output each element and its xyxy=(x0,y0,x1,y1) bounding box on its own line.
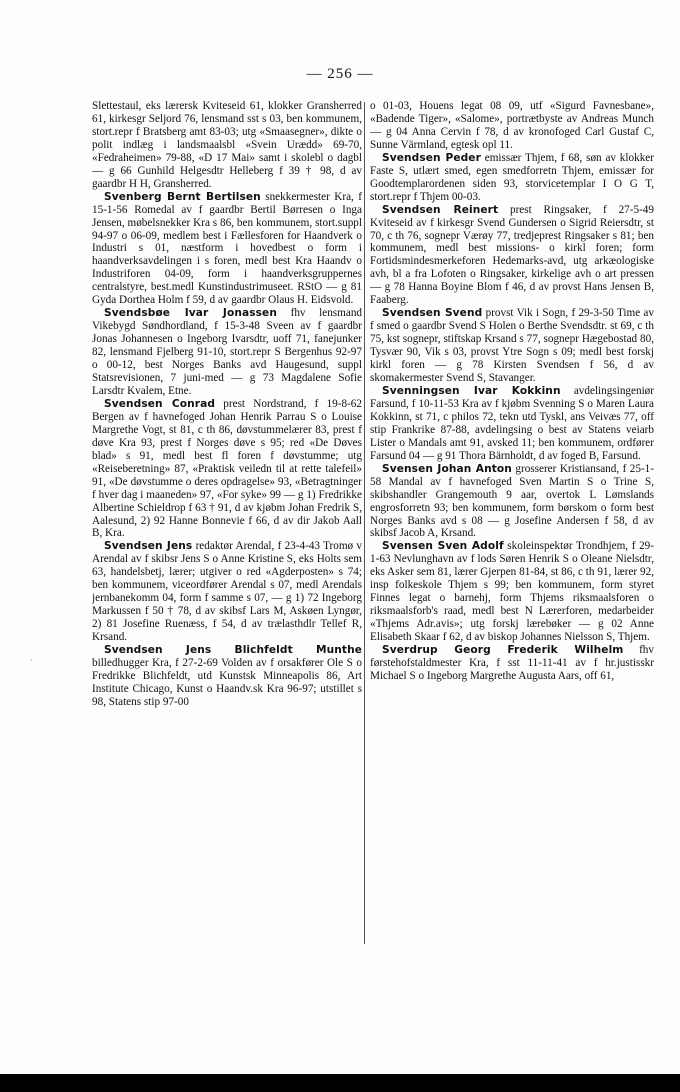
entry-text: fhv lensmand Vikebygd Søndhordland, f 15-3-48 Sveen av f gaardbr Jonas Johannesen o Ingeborg Ivarsdtr, uoff 71, fanejunker 82, lensmand Fjelberg 91-10, stort.repr S Bergenhus 92-97 o 00-12, best Norges Banks avd Haugesund, suppl Statsrevisionen, 7 juni-med — g 73 Magdalene Sofie Larsdtr Kvalem, Etne. xyxy=(92,307,362,397)
scan-speck: · xyxy=(30,656,33,665)
entry-name: Svendsen Peder xyxy=(382,151,481,164)
entry-name: Svendsen Conrad xyxy=(104,397,216,410)
left-column xyxy=(92,100,362,709)
entry-name: Svenningsen Ivar Kokkinn xyxy=(382,384,561,397)
entry-svendsen-peder xyxy=(370,152,654,204)
entry-svenningsen-ivar-kokkinn xyxy=(370,385,654,463)
entry-name: Svenberg Bernt Bertilsen xyxy=(104,190,261,203)
entry-text: fhv førstehofstaldmester Kra, f sst 11-11-41 av f hr.justisskr Michael S o Ingeborg Margrethe Augusta Aars, off 61, xyxy=(370,644,654,682)
entry-text: grosserer Kristiansand, f 25-1-58 Mandal av f havnefoged Sven Martin S o Trine S, skibshandler Grangemouth 9 aar, overtok L Lømslands engrosforretn 93; ben kommunem, form børskom o form best Norges Banks avd s 08 — g Josefine Andersen f 58, d av skibsf Jacob A, Krsand. xyxy=(370,462,654,540)
entry-svendsen-svend xyxy=(370,307,654,385)
entry-svenberg-bernt-bertilsen xyxy=(92,191,362,308)
entry-name: Svendsen Svend xyxy=(382,307,483,320)
entry-name: Sverdrup Georg Frederik Wilhelm xyxy=(382,644,624,657)
column-divider xyxy=(364,102,365,944)
entry-text: o 01-03, Houens legat 08 09, utf «Sigurd Favnesbane», «Badende Tiger», «Salome», portrætbyste av Andreas Munch — g 04 Anna Cervin f 78, d av kronofoged Carl Gustaf C, Sunne Värmland, egtesk opl 11. xyxy=(370,100,654,151)
entry-name: Svendsen Jens xyxy=(104,540,193,553)
entry-text: avdelingsingeniør Farsund, f 10-11-53 Kra av f kjøbm Svenning S o Maren Laura Kokkinn, st 71, c philos 72, tekn utd Tyskl, ans Veivæs 77, off stip Frankrike 87-88, avdelingsing o best av Statens veiarb Lister o Mandals amt 91, avsked 11; ben kommunem, ordfører Farsund 04 — g 91 Thora Bärnholdt, d av foged B, Farsund. xyxy=(370,384,654,462)
entry-svendsen-reinert xyxy=(370,204,654,308)
entry-name: Svendsen Reinert xyxy=(382,203,499,216)
entry-name: Svendsen Jens Blichfeldt Munthe xyxy=(104,644,362,657)
entry-text: skoleinspektør Trondhjem, f 29-1-63 Nevlunghavn av f lods Søren Henrik S o Oleane Nielsdtr, eks Asker sem 81, lærer Gjerpen 81-84, st 86, c th 91, lærer 92, insp folkeskole Thjem s 99; ben kommunem, form styret Finnes legat o barnehj, form Thjems riksmaalsforen o riksmaalsforb's raad, medl best N Lærerforen, medarbeider «Thjems Adr.avis»; utg forskj lærebøker — g 02 Anne Elisabeth Skaar f 62, d av biskop Johannes Nielsson S, Thjem. xyxy=(370,540,654,644)
entry-svendsen-conrad xyxy=(92,398,362,540)
entry-text: provst Vik i Sogn, f 29-3-50 Time av f smed o gaardbr Svend S Holen o Berthe Svendsdtr. st 69, c th 75, kst sognepr, stiftskap Krsand s 77, sognepr Hægebostad 80, Tysvær 90, Vik s 03, provst Ytre Sogn s 09; medl best forskj kirkl foren — g 78 Kirsten Svendsen f 56, d av skomakermester Svend S, Stavanger. xyxy=(370,307,654,385)
page-number: — 256 — xyxy=(306,66,374,82)
entry-svendsen-jens xyxy=(92,540,362,644)
entry-text: emissær Thjem, f 68, søn av klokker Faste S, utlært smed, egen smedforretn Thjem, emissær for Goodtemplarordenen siden 93, storvicetemplar I O G T, stort.repr f Thjem 00-03. xyxy=(370,151,654,203)
entry-continuation xyxy=(92,100,362,191)
entry-text: billedhugger Kra, f 27-2-69 Volden av f orsakfører Ole S o Fredrikke Blichfeldt, utd Kunstsk Minneapolis 86, Art Institute Chicago, Kunst o Haandv.sk Kra 96-97; utstillet s 98, Statens stip 97-00 xyxy=(92,656,362,708)
entry-sverdrup-georg-frederik-wilhelm xyxy=(370,644,654,683)
entry-svensen-johan-anton xyxy=(370,463,654,541)
entry-text: snekkermester Kra, f 15-1-56 Romedal av f gaardbr Bertil Børresen o Inga Jensen, møbelsnekker Kra s 86, ben kommunem, stort.suppl 94-97 o 06-09, medlem best i Fællesforen for Haandverk o Industri s 01, næstform i hovedbest o form i haandverksavdelingen i s foren, medl best Kra Haandv o Industriforen 04-09, form i haandverksgruppernes centralstyre, best.medl Kunstindustrimuseet. RStO — g 81 Gyda Dorthea Holm f 59, d av gaardbr Olaus H. Eidsvold. xyxy=(92,190,362,307)
entry-text: redaktør Arendal, f 23-4-43 Tromø v Arendal av f skibsr Jens S o Anne Kristine S, eks Holts sem 63, handelsbetj, lærer; utgiver o red «Agderposten» s 74; ben kommunem, viceordfører Arendal s 07, medl Arendals jernbanekomm 04, form f samme s 07, — g 1) 72 Ingeborg Markussen f 50 † 78, d av skibsf Lars M, Askøen Lyngør, 2) 81 Josefine Ruenæss, f 54, d av trælasthdlr Tellef R, Krsand. xyxy=(92,540,362,644)
entry-svendsboe-ivar-jonassen xyxy=(92,307,362,398)
entry-svensen-sven-adolf xyxy=(370,540,654,644)
entry-text: prest Ringsaker, f 27-5-49 Kviteseid av f kirkesgr Svend Gundersen o Sigrid Reiersdtr, st 70, c th 76, sognepr Værøy 77, tredjeprest Ringsaker s 81; ben kommunem, medl best missions- o kirkl foren; form Fortidsmindesmerkeforen Hedemarks-avd, utg arkæologiske avh, bl a fra Lofoten o Ringsaker, kirkelige avh o art pressen — g 78 Hanna Boyine Blom f 46, d av provst Hans Jensen B, Faaberg. xyxy=(370,203,654,307)
scan-border-band xyxy=(0,1074,680,1092)
entry-continuation xyxy=(370,100,654,152)
right-column xyxy=(370,100,654,683)
entry-name: Svendsbøe Ivar Jonassen xyxy=(104,307,277,320)
entry-name: Svensen Johan Anton xyxy=(382,462,512,475)
entry-name: Svensen Sven Adolf xyxy=(382,540,504,553)
entry-svendsen-jens-blichfeldt-munthe xyxy=(92,644,362,709)
entry-text: prest Nordstrand, f 19-8-62 Bergen av f havnefoged Johan Henrik Parrau S o Louise Margrethe Vogt, st 81, c th 86, døvstummelærer 83, prest f døve Kra 93, prest f Norges døve s 95; red «De Døves blad» s 91, medl best fl foren f døvstumme; utg «Reiseberetning» 87, «Praktisk veiledn til at rette talefeil» 91, «De døvstumme o deres opdragelse» 93, «Betragtninger f hver dag i maaneden» 97, «For syke» 99 — g 1) Fredrikke Albertine Schieldrop f 63 † 91, d av kjøbm Johan Fredrik S, Aalesund, 2) 92 Hanne Bonnevie f 66, d av dir Jakob Aall B, Kra. xyxy=(92,397,362,540)
entry-text: Slettestaul, eks lærersk Kviteseid 61, klokker Gransherred 61, kirkesgr Seljord 76, lensmand sst s 03, ben kommunem, stort.repr f Bratsberg amt 83-03; utg «Smaasegner», dikte o polit indlæg i landsmaalsbl «Svein Urædd» 69-70, «Fedraheimen» 79-88, «D 17 Mai» samt i skolebl o dagbl — g 66 Gunhild Helgesdtr Helleberg f 39 † 98, d av gaardbr H H, Gransherred. xyxy=(92,100,362,190)
